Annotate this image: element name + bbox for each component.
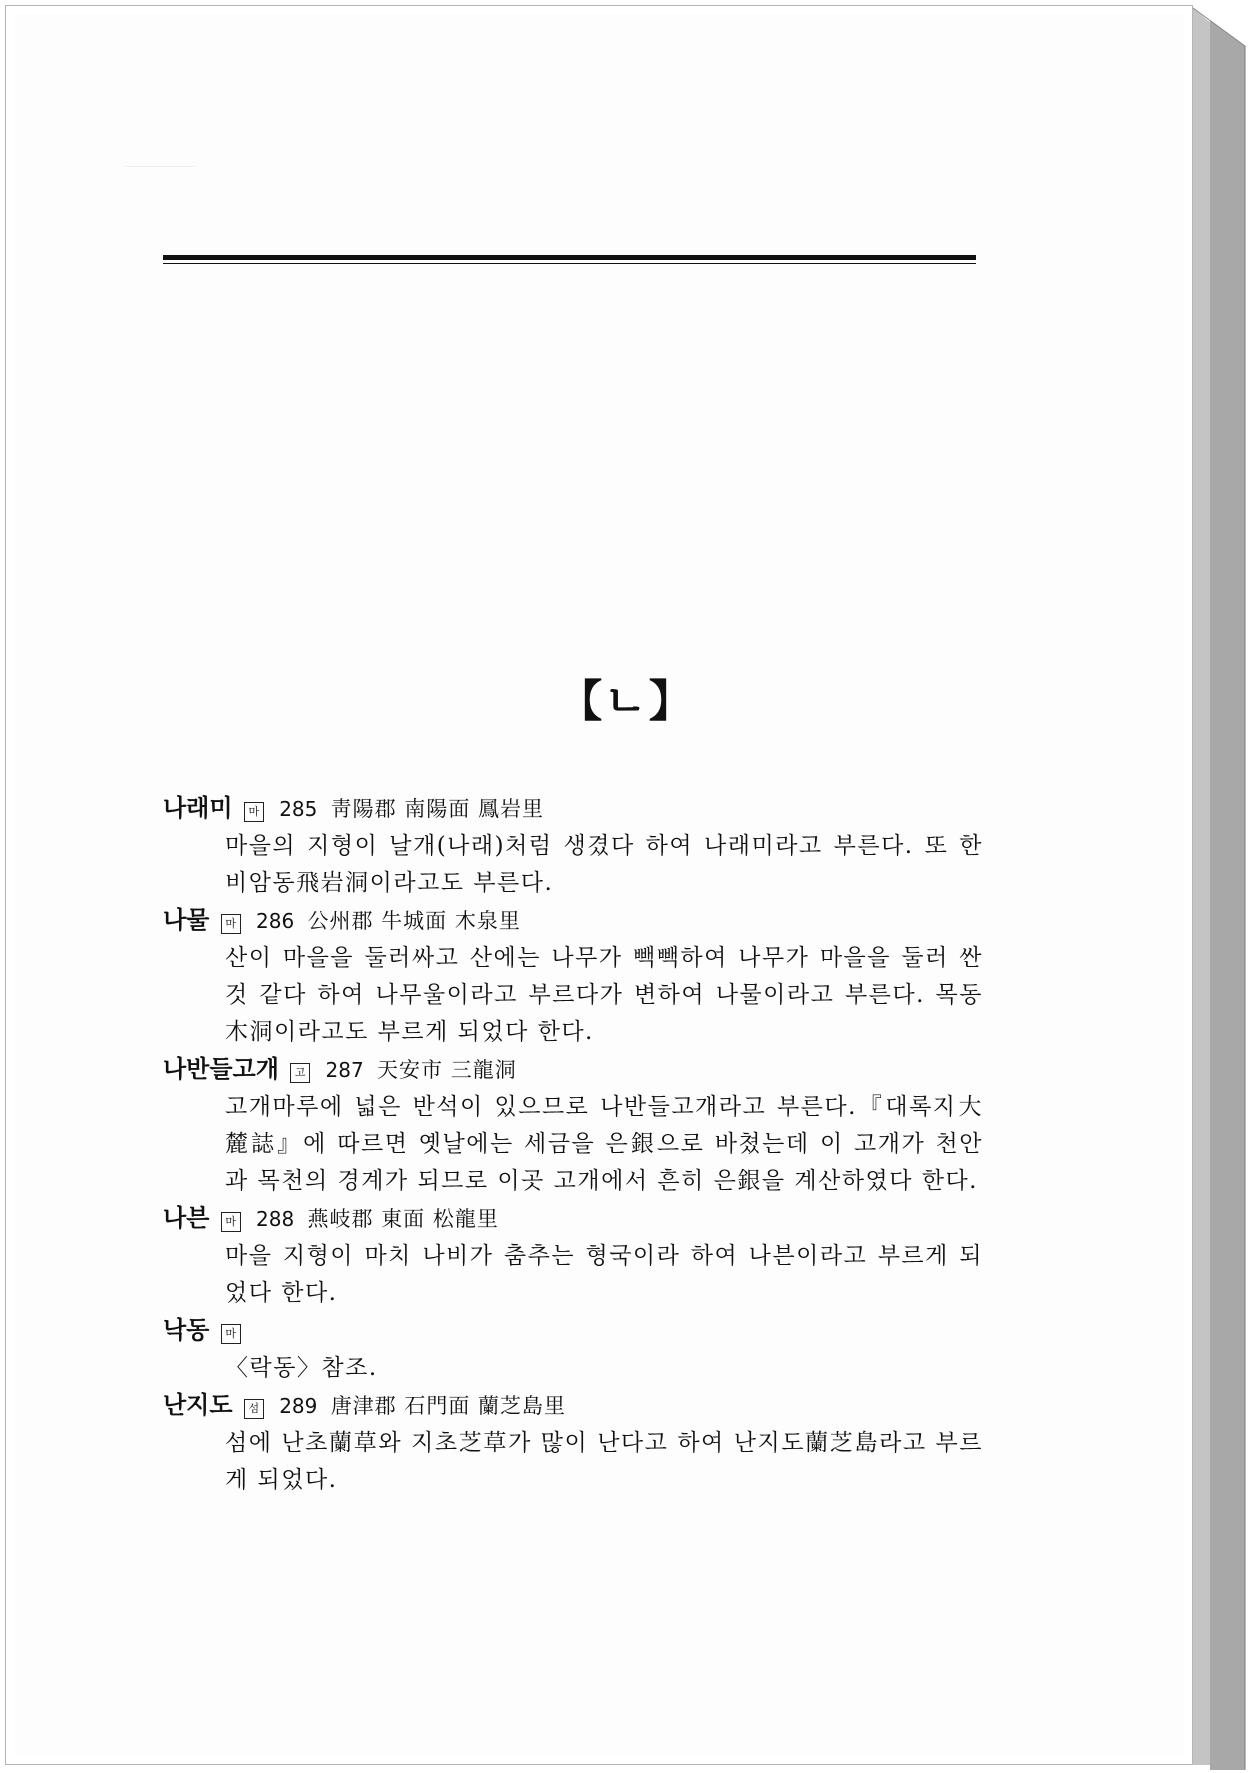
entry-location: 天安市 三龍洞: [377, 1058, 517, 1082]
headword: 나물: [163, 906, 210, 934]
entry: [163, 1200, 983, 1312]
type-badge: 섬: [244, 1399, 264, 1419]
entry: [163, 1051, 983, 1200]
entry-location: 公州郡 牛城面 木泉里: [307, 909, 521, 933]
entry-body: 마을 지형이 마치 나비가 춤추는 형국이라 하여 나븐이라고 부르게 되었다 한다.: [225, 1243, 983, 1306]
entry-body: 〈락동〉참조.: [225, 1355, 378, 1381]
entry-body: 고개마루에 넓은 반석이 있으므로 나반들고개라고 부른다.『대록지大麓誌』에 따르면 옛날에는 세금을 은銀으로 바쳤는데 이 고개가 천안과 목천의 경계가 되므로 이곳 고개에서 흔히 은銀을 계산하였다 한다.: [225, 1094, 983, 1194]
type-badge: 마: [221, 1324, 241, 1344]
headword: 나븐: [163, 1204, 210, 1232]
entry-head: [163, 1051, 983, 1089]
type-badge: 마: [221, 914, 241, 934]
headword: 낙동: [163, 1316, 210, 1344]
entry-body: 섬에 난초蘭草와 지초芝草가 많이 난다고 하여 난지도蘭芝島라고 부르게 되었다.: [225, 1430, 983, 1493]
entry-location: 靑陽郡 南陽面 鳳岩里: [330, 797, 545, 821]
entry-list: [163, 790, 983, 1499]
entry-number: 286: [256, 909, 295, 933]
headword: 나래미: [163, 794, 233, 822]
entry-head: [163, 1200, 983, 1238]
entry: [163, 902, 983, 1051]
type-badge: 고: [290, 1063, 310, 1083]
type-badge: 마: [244, 802, 264, 822]
type-badge: 마: [221, 1212, 241, 1232]
header-rule-thick: [163, 255, 976, 260]
headword: 난지도: [163, 1391, 233, 1419]
section-heading: 【ㄴ】: [558, 676, 695, 727]
entry-head: [163, 1312, 983, 1350]
entry-head: [163, 790, 983, 828]
entry: [163, 1387, 983, 1499]
entry-location: 燕岐郡 東面 松龍里: [307, 1207, 499, 1231]
entry-number: 285: [279, 797, 318, 821]
entry-body: 산이 마을을 둘러싸고 산에는 나무가 빽빽하여 나무가 마을을 둘러 싼 것 같다 하여 나무울이라고 부르다가 변하여 나물이라고 부른다. 목동木洞이라고도 부르게 되었다 한다.: [225, 945, 983, 1045]
scan-smudge: [125, 166, 195, 167]
entry-number: 287: [325, 1058, 364, 1082]
entry: [163, 1312, 983, 1387]
entry-body: 마을의 지형이 날개(나래)처럼 생겼다 하여 나래미라고 부른다. 또 한 비암동飛岩洞이라고도 부른다.: [225, 833, 983, 896]
headword: 나반들고개: [163, 1055, 279, 1083]
entry-location: 唐津郡 石門面 蘭芝島里: [330, 1394, 567, 1418]
entry-number: 288: [256, 1207, 295, 1231]
header-rule-thin: [163, 263, 976, 264]
entry-number: 289: [279, 1394, 318, 1418]
entry-head: [163, 902, 983, 940]
entry-head: [163, 1387, 983, 1425]
entry: [163, 790, 983, 902]
